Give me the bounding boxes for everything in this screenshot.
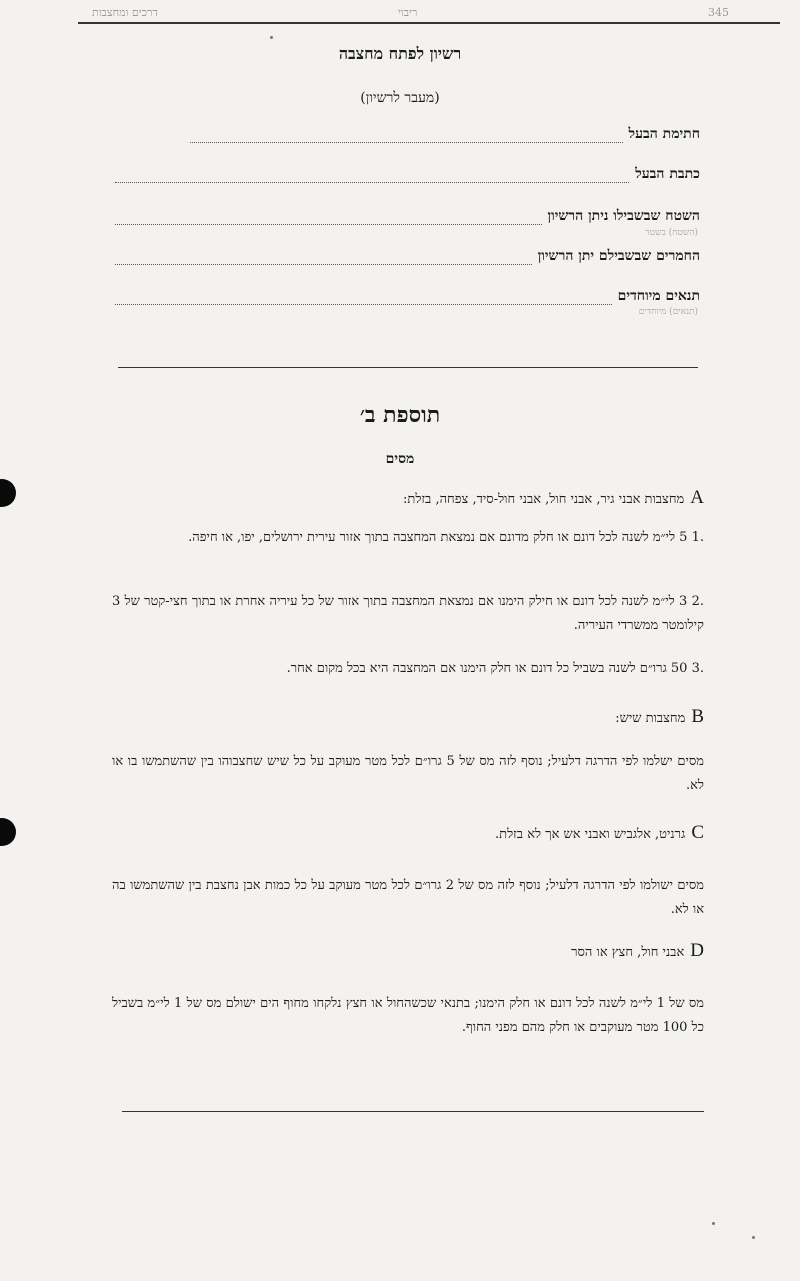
- item-number: .2: [691, 594, 704, 609]
- special-terms-line: [115, 290, 612, 305]
- special-terms-label: תנאים מיוחדים: [617, 288, 700, 304]
- form-row-licensed-area: [115, 208, 700, 225]
- section-a-item-1: [112, 526, 704, 550]
- section-c-heading-text: גרניט, אלגביש ואבני אש אך לא בזלת.: [495, 827, 686, 842]
- item-text: 5 לי״מ לשנה לכל דונם או חלק מדונם אם נמצאת המחצבה בתוך אזור עירית ירושלים, יפו, או חיפה.: [188, 530, 688, 545]
- form-row-special-terms: [115, 288, 700, 305]
- section-a-heading: [403, 487, 704, 509]
- section-b-text: מסים ישלמו לפי הדרגה דלעיל; נוסף לזה מס של 5 גרו״ם לכל מטר מעוקב על כל שיש שחצבוהו בין שהשתמשו בו או לא.: [112, 754, 704, 793]
- appendix-subtitle: מסים: [385, 451, 415, 467]
- faded-header-page-number: 345: [708, 6, 729, 19]
- owner-signature-label: חתימת הבעל: [628, 126, 700, 142]
- licensed-materials-label: החמרים שבשבילם יתן הרשיון: [537, 248, 700, 264]
- section-d-letter: D: [690, 940, 704, 961]
- owner-address-label: כתבת הבעל: [635, 166, 700, 182]
- bottom-rule: [122, 1111, 704, 1112]
- faded-header-mid: ריבוי: [398, 6, 418, 19]
- appendix-title: תוספת ב׳: [359, 402, 441, 428]
- faded-note-area: (השטח) בשטר: [645, 228, 698, 238]
- section-b-heading: [615, 706, 704, 728]
- form-row-owner-signature: [190, 126, 700, 143]
- section-c-text: מסים ישולמו לפי הדרגה דלעיל; נוסף לזה מס של 2 גרו״ם לכל מטר מעוקב על כל כמות אבן נחצבת בין שהשתמשו בה או לא.: [112, 878, 704, 917]
- faded-note-terms: (תנאים) מיוחדים: [638, 307, 698, 317]
- binder-hole-top: [0, 479, 16, 507]
- binder-hole-bottom: [0, 818, 16, 846]
- licensed-area-line: [115, 210, 542, 225]
- item-text: 3 לי״מ לשנה לכל דונם או חילק הימנו אם נמצאת המחצבה בתוך אזור של כל עיריה אחרת או בתוך חצי-קטר של 3 קילומטר ממשרדי העיריה.: [112, 594, 704, 633]
- licensed-materials-line: [115, 250, 532, 265]
- form-row-licensed-materials: [115, 248, 700, 265]
- scan-speck: [712, 1222, 715, 1225]
- section-a-item-3: [112, 657, 704, 681]
- section-d-text: מס של 1 לי״מ לשנה לכל דונם או חלק הימנו; בתנאי שכשהחול או חצץ נלקחו מחוף הים ישולם מס של 1 לי״מ בשביל כל 100 מטר מעוקבים או חלק מהם מפני החוף.: [112, 996, 705, 1035]
- section-a-letter: A: [690, 487, 704, 508]
- section-c-heading: [495, 822, 704, 844]
- section-a-item-2: [112, 590, 704, 638]
- owner-address-line: [115, 168, 629, 183]
- top-rule: [78, 22, 780, 24]
- form-subtitle: (מעבר לרשיון): [360, 90, 440, 106]
- scan-speck: [752, 1236, 755, 1239]
- form-row-owner-address: [115, 166, 700, 183]
- section-a-heading-text: מחצבות אבני גיר, אבני חול, אבני חול-סיד, צפחה, בזלת:: [403, 492, 685, 507]
- section-b-heading-text: מחצבות שיש:: [615, 711, 686, 726]
- section-c-letter: C: [691, 822, 704, 843]
- owner-signature-line: [190, 128, 623, 143]
- faded-header-left: דרכים ומחצבות: [92, 6, 158, 19]
- licensed-area-label: השטח שבשבילו ניתן הרשיון: [547, 208, 700, 224]
- item-number: .1: [691, 530, 704, 545]
- form-title: רשיון לפתח מחצבה: [338, 44, 462, 63]
- section-divider: [118, 367, 698, 368]
- section-b-letter: B: [691, 706, 704, 727]
- item-text: 50 גרו״ם לשנה בשביל כל דונם או חלק הימנו אם המחצבה היא בכל מקום אחר.: [286, 661, 688, 676]
- scan-speck: [270, 36, 273, 39]
- section-d-heading: [571, 940, 704, 962]
- section-d-heading-text: אבני חול, חצץ או הסר: [571, 945, 685, 960]
- item-number: .3: [691, 661, 704, 676]
